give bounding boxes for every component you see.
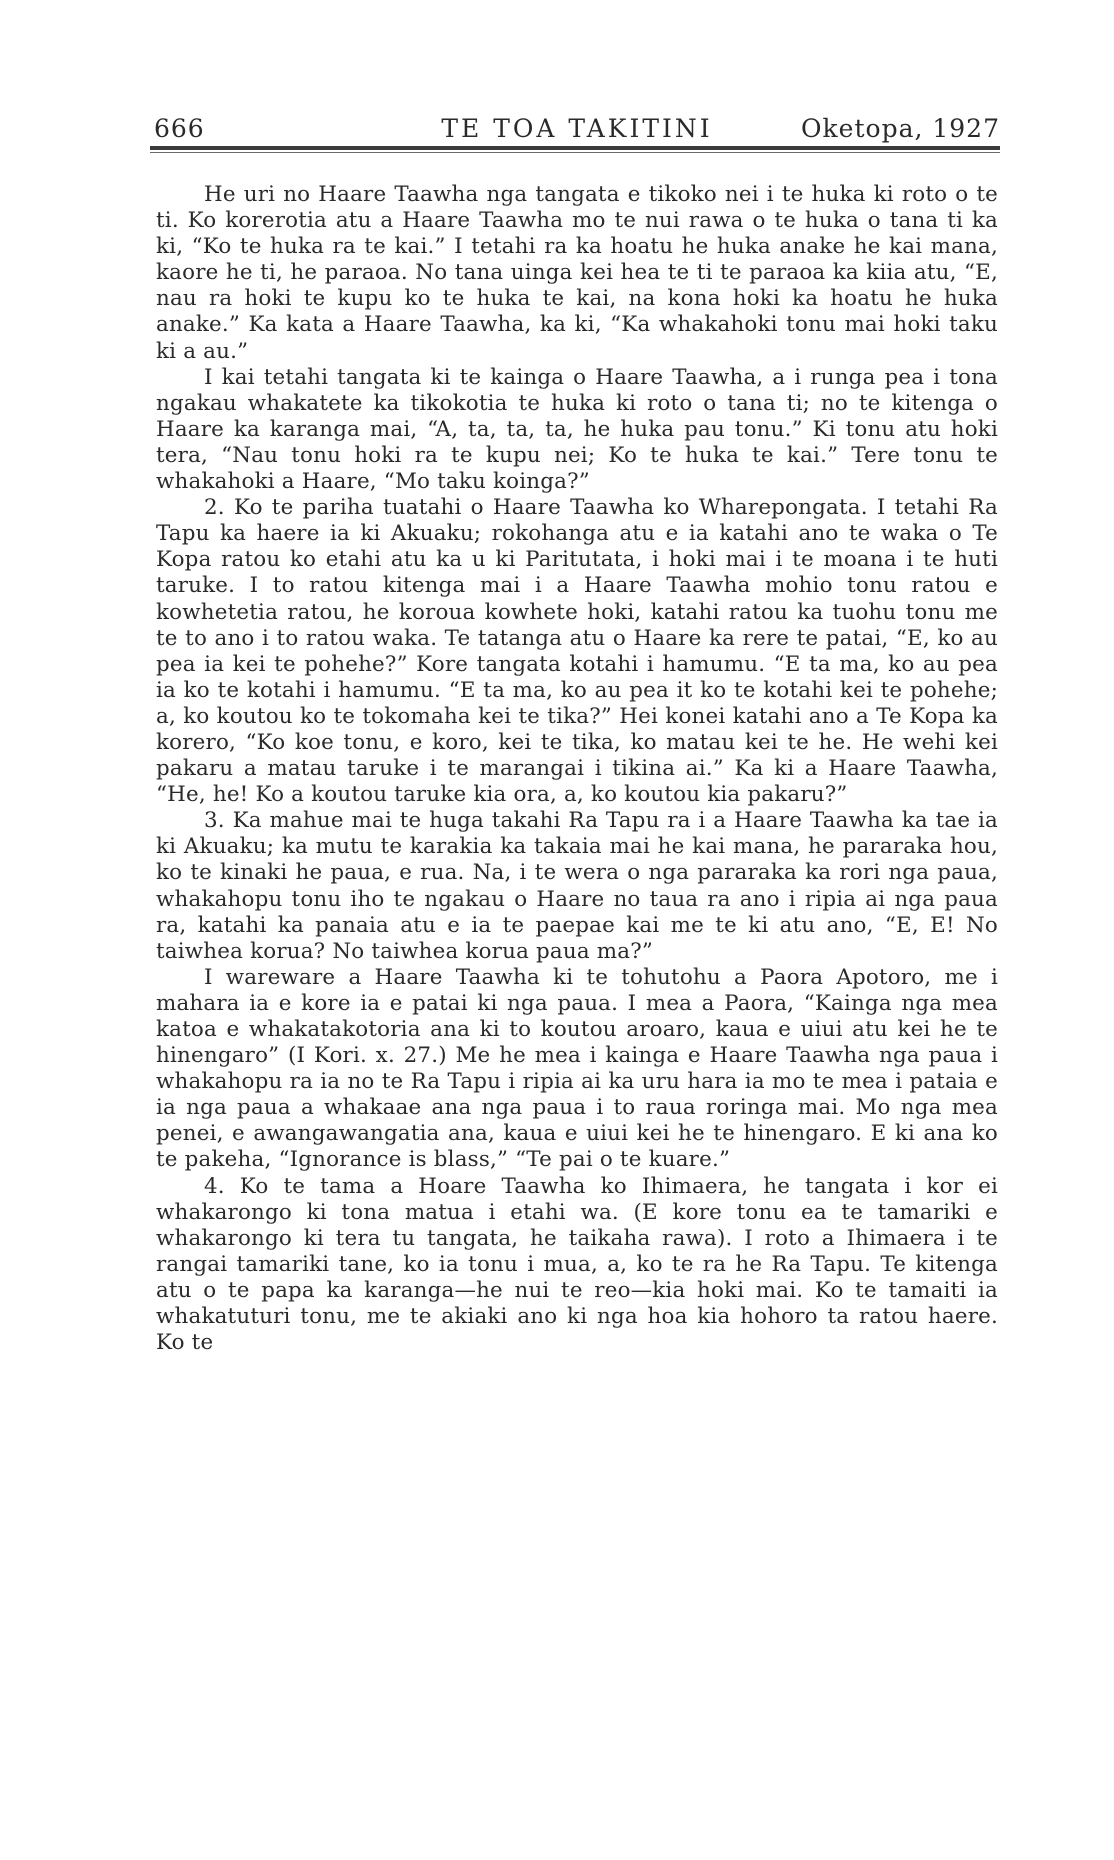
article-body [156,182,998,1356]
header-rule [150,146,1000,150]
paragraph: I kai tetahi tangata ki te kainga o Haare Taawha, a i runga pea i tona ngakau whakatete ka tikokotia te huka ki roto o tana ti; no te kitenga o Haare ka karanga mai, “A, ta, ta, ta, he huka pau tonu.” Ki tonu atu hoki tera, “Nau tonu hoki ra te kupu nei; Ko te huka te kai.” Tere tonu te whakahoki a Haare, “Mo taku koinga?” [156,364,998,495]
paragraph: 3. Ka mahue mai te huga takahi Ra Tapu ra i a Haare Taawha ka tae ia ki Akuaku; ka mutu te karakia ka takaia mai he kai mana, he pararaka hou, ko te kinaki he paua, e rua. Na, i te wera o nga pararaka ka rori nga paua, whakahopu tonu iho te ngakau o Haare no taua ra ano i ripia ai nga paua ra, katahi ka panaia atu e ia te paepae kai me te ki atu ano, “E, E! No taiwhea korua? No taiwhea korua paua ma?” [156,808,998,964]
page-number: 666 [154,114,205,143]
paragraph: He uri no Haare Taawha nga tangata e tikoko nei i te huka ki roto o te ti. Ko korerotia atu a Haare Taawha mo te nui rawa o te huka o tana ti ka ki, “Ko te huka ra te kai.” I tetahi ra ka hoatu he huka anake he kai mana, kaore he ti, he paraoa. No tana uinga kei hea te ti te paraoa ka kiia atu, “E, nau ra hoki te kupu ko te huka te kai, na kona hoki ka hoatu he huka anake.” Ka kata a Haare Taawha, ka ki, “Ka whakahoki tonu mai hoki taku ki a au.” [156,182,998,364]
paragraph: 4. Ko te tama a Hoare Taawha ko Ihimaera, he tangata i kor ei whakarongo ki tona matua i etahi wa. (E kore tonu ea te tamariki e whakarongo ki tera tu tangata, he taikaha rawa). I roto a Ihimaera i te rangai tamariki tane, ko ia tonu i mua, a, ko te ra he Ra Tapu. Te kitenga atu o te papa ka karanga—he nui te reo—kia hoki mai. Ko te tamaiti ia whakatuturi tonu, me te akiaki ano ki nga hoa kia hohoro ta ratou haere. Ko te [156,1173,998,1356]
running-header [154,114,1000,146]
paragraph: I wareware a Haare Taawha ki te tohutohu a Paora Apotoro, me i mahara ia e kore ia e patai ki nga paua. I mea a Paora, “Kainga nga mea katoa e whakatakotoria ana ki to koutou aroaro, kaua e uiui atu kei he te hinengaro” (I Kori. x. 27.) Me he mea i kainga e Haare Taawha nga paua i whakahopu ra ia no te Ra Tapu i ripia ai ka uru hara ia mo te mea i pataia e ia nga paua a whakaae ana nga paua i to raua roringa mai. Mo nga mea penei, e awangawangatia ana, kaua e uiui kei he te hinengaro. E ki ana ko te pakeha, “Ignorance is blass,” “Te pai o te kuare.” [156,964,998,1173]
issue-date: Oketopa, 1927 [801,114,1000,143]
journal-title: TE TOA TAKITINI [441,114,713,143]
header-rule-thin [150,152,1000,153]
paragraph: 2. Ko te pariha tuatahi o Haare Taawha ko Wharepongata. I tetahi Ra Tapu ka haere ia ki Akuaku; rokohanga atu e ia katahi ano te waka o Te Kopa ratou ko etahi atu ka u ki Paritutata, i hoki mai i te moana i te huti taruke. I to ratou kitenga mai i a Haare Taawha mohio tonu ratou e kowhetetia ratou, he koroua kowhete hoki, katahi ratou ka tuohu tonu me te to ano i to ratou waka. Te tatanga atu o Haare ka rere te patai, “E, ko au pea ia kei te pohehe?” Kore tangata kotahi i hamumu. “E ta ma, ko au pea ia ko te kotahi i hamumu. “E ta ma, ko au pea it ko te kotahi kei te pohehe; a, ko koutou ko te tokomaha kei te tika?” Hei konei katahi ano a Te Kopa ka korero, “Ko koe tonu, e koro, kei te tika, ko matau kei te he. He wehi kei pakaru a matau taruke i te marangai i tikina ai.” Ka ki a Haare Taawha, “He, he! Ko a koutou taruke kia ora, a, ko koutou kia pakaru?” [156,495,998,808]
